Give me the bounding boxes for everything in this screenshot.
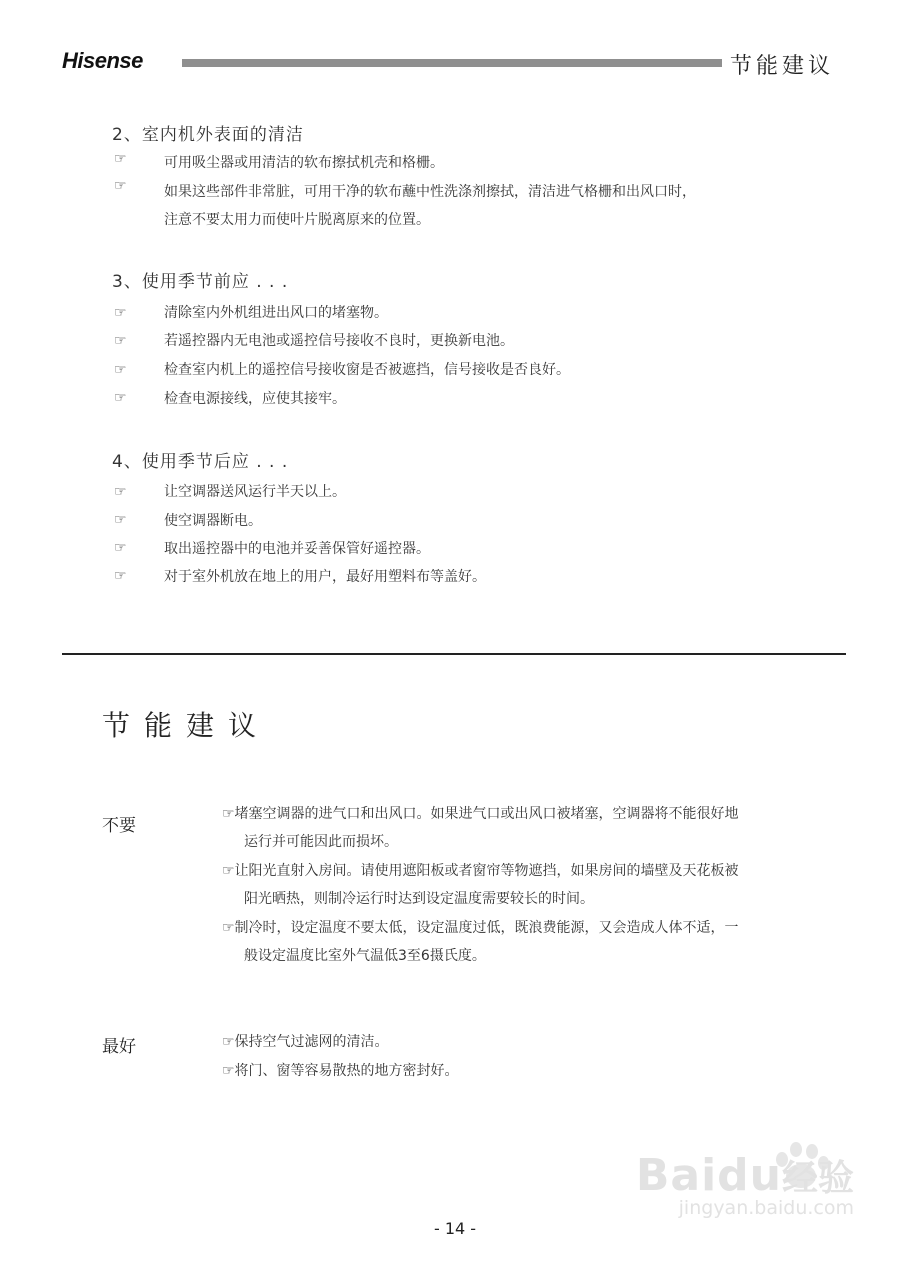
pointing-hand-icon: ☞	[114, 540, 127, 556]
list-item: 若遥控器内无电池或遥控信号接收不良时，更换新电池。	[164, 333, 514, 349]
watermark-bai: Bai	[635, 1150, 718, 1201]
section-title-2: 2、室内机外表面的清洁	[112, 125, 304, 145]
list-item: ☞将门、窗等容易散热的地方密封好。	[222, 1063, 459, 1079]
watermark-url: jingyan.baidu.com	[678, 1197, 854, 1219]
section-title-3: 3、使用季节前应 . . .	[112, 272, 289, 292]
list-item: ☞让阳光直射入房间。请使用遮阳板或者窗帘等物遮挡，如果房间的墙壁及天花板被	[222, 863, 739, 879]
pointing-hand-icon: ☞	[114, 568, 127, 584]
section-divider	[62, 653, 846, 655]
energy-section-title: 节能建议	[102, 709, 271, 742]
list-item: 检查电源接线，应使其接牢。	[164, 391, 346, 407]
list-item: 如果这些部件非常脏，可用干净的软布蘸中性洗涤剂擦拭，清洁进气格栅和出风口时，	[164, 184, 696, 200]
watermark-jingyan: 经验	[781, 1158, 854, 1199]
list-item: 清除室内外机组进出风口的堵塞物。	[164, 305, 388, 321]
list-item: 检查室内机上的遥控信号接收窗是否被遮挡，信号接收是否良好。	[164, 362, 570, 378]
list-item: 取出遥控器中的电池并妥善保管好遥控器。	[164, 541, 430, 557]
list-item: 使空调器断电。	[164, 513, 262, 529]
section-title-4: 4、使用季节后应 . . .	[112, 452, 289, 472]
list-item-continued: 注意不要太用力而使叶片脱离原来的位置。	[164, 212, 430, 228]
list-item: ☞堵塞空调器的进气口和出风口。如果进气口或出风口被堵塞，空调器将不能很好地	[222, 806, 739, 822]
pointing-hand-icon: ☞	[114, 484, 127, 500]
list-item-continued: 阳光晒热，则制冷运行时达到设定温度需要较长的时间。	[244, 891, 594, 907]
pointing-hand-icon: ☞	[114, 362, 127, 378]
page-number: - 14 -	[433, 1219, 477, 1238]
brand-logo: Hisense	[62, 48, 143, 73]
list-item: 可用吸尘器或用清洁的软布擦拭机壳和格栅。	[164, 155, 444, 171]
list-item: ☞保持空气过滤网的清洁。	[222, 1034, 389, 1050]
dont-label: 不要	[102, 816, 136, 836]
pointing-hand-icon: ☞	[114, 333, 127, 349]
pointing-hand-icon: ☞	[114, 151, 127, 167]
pointing-hand-icon: ☞	[114, 305, 127, 321]
list-item-continued: 般设定温度比室外气温低3至6摄氏度。	[244, 948, 486, 964]
baidu-watermark	[636, 1150, 854, 1219]
header-bar	[182, 59, 722, 67]
list-item-continued: 运行并可能因此而损坏。	[244, 834, 398, 850]
pointing-hand-icon: ☞	[114, 178, 127, 194]
list-item: 让空调器送风运行半天以上。	[164, 484, 346, 500]
pointing-hand-icon: ☞	[114, 512, 127, 528]
header-title: 节能建议	[730, 54, 835, 79]
list-item: ☞制冷时，设定温度不要太低，设定温度过低，既浪费能源，又会造成人体不适，一	[222, 920, 739, 936]
list-item: 对于室外机放在地上的用户，最好用塑料布等盖好。	[164, 569, 486, 585]
best-label: 最好	[102, 1037, 136, 1057]
pointing-hand-icon: ☞	[114, 390, 127, 406]
watermark-du: du	[717, 1150, 782, 1201]
